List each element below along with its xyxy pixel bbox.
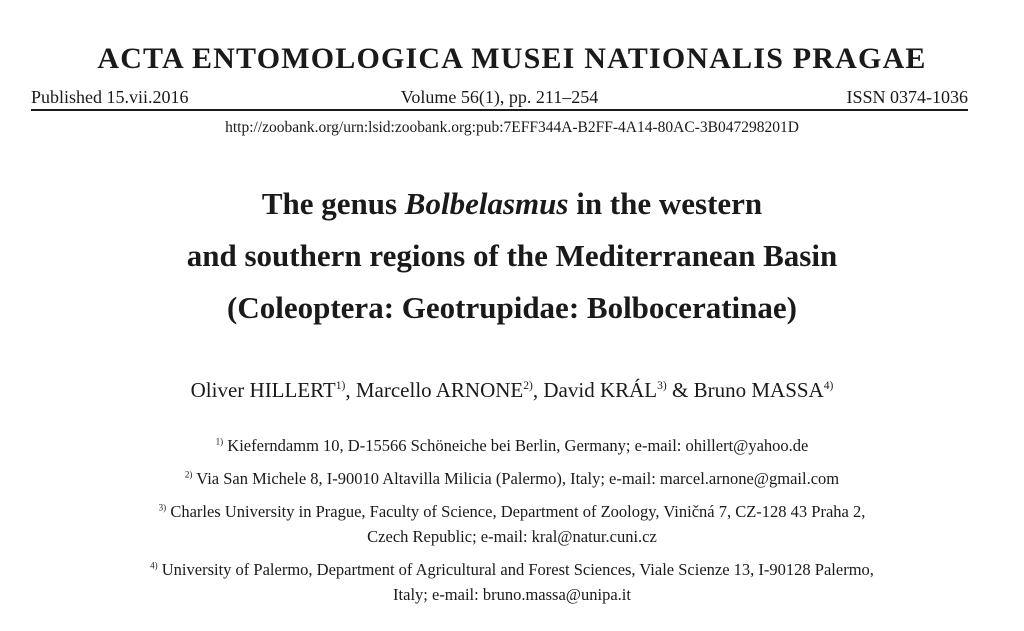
title-line-1 [0,178,1024,230]
header-rule [31,109,968,111]
author-affiliation-mark: 3) [657,380,667,392]
affiliation-item [0,499,1024,549]
publication-info-bar [31,86,968,108]
journal-title: ACTA ENTOMOLOGICA MUSEI NATIONALIS PRAGAE [97,42,927,75]
author-name: Oliver HILLERT [190,378,336,402]
author-name: Bruno MASSA [693,378,824,402]
title-line-1-pre: The genus [261,186,405,221]
article-title [0,178,1024,334]
title-line-2: and southern regions of the Mediterranean Basin [186,238,838,273]
title-genus-italic: Bolbelasmus [404,186,569,221]
author-name: Marcello ARNONE [355,378,524,402]
issn: ISSN 0374-1036 [846,87,968,107]
affiliation-mark: 2) [184,469,193,480]
author-list [0,376,1024,404]
affiliation-text: Charles University in Prague, Faculty of Science, Department of Zoology, Viničná 7, CZ-128 43 Praha 2, [170,502,866,521]
affiliation-line [0,466,1024,491]
affiliation-list [0,433,1024,615]
author [543,378,666,402]
publication-date: Published 15.vii.2016 [31,87,189,107]
affiliation-item [0,557,1024,607]
affiliation-item [0,433,1024,458]
title-line-1-post: in the western [568,186,763,221]
affiliation-text: Kieferndamm 10, D-15566 Schöneiche bei Berlin, Germany; e-mail: ohillert@yahoo.de [227,436,809,455]
affiliation-text: Via San Michele 8, I-90010 Altavilla Milicia (Palermo), Italy; e-mail: marcel.arnone@gmail.com [196,469,840,488]
affiliation-line [0,499,1024,524]
zoobank-link[interactable]: http://zoobank.org/urn:lsid:zoobank.org:pub:7EFF344A-B2FF-4A14-80AC-3B047298201D [225,119,799,136]
affiliation-text: University of Palermo, Department of Agricultural and Forest Sciences, Viale Scienze 13, I-90128 Palermo, [161,560,874,579]
author-affiliation-mark: 1) [335,380,346,392]
author-separator: , [345,378,356,402]
author [356,378,533,402]
author [191,378,346,402]
affiliation-mark: 4) [150,560,158,571]
affiliation-line [0,557,1024,582]
affiliation-line-continued: Italy; e-mail: bruno.massa@unipa.it [393,585,631,604]
author-affiliation-mark: 4) [823,380,834,392]
affiliation-line [0,433,1024,458]
author [694,378,834,402]
author-name: David KRÁL [543,378,658,402]
affiliation-line-continued: Czech Republic; e-mail: kral@natur.cuni.cz [367,527,657,546]
author-affiliation-mark: 2) [523,380,533,392]
author-separator: & [666,378,694,402]
affiliation-mark: 3) [158,502,167,513]
author-separator: , [532,378,544,402]
affiliation-mark: 1) [215,436,224,447]
volume-pages: Volume 56(1), pp. 211–254 [400,87,599,107]
affiliation-item [0,466,1024,491]
title-line-3: (Coleoptera: Geotrupidae: Bolboceratinae) [227,290,797,325]
